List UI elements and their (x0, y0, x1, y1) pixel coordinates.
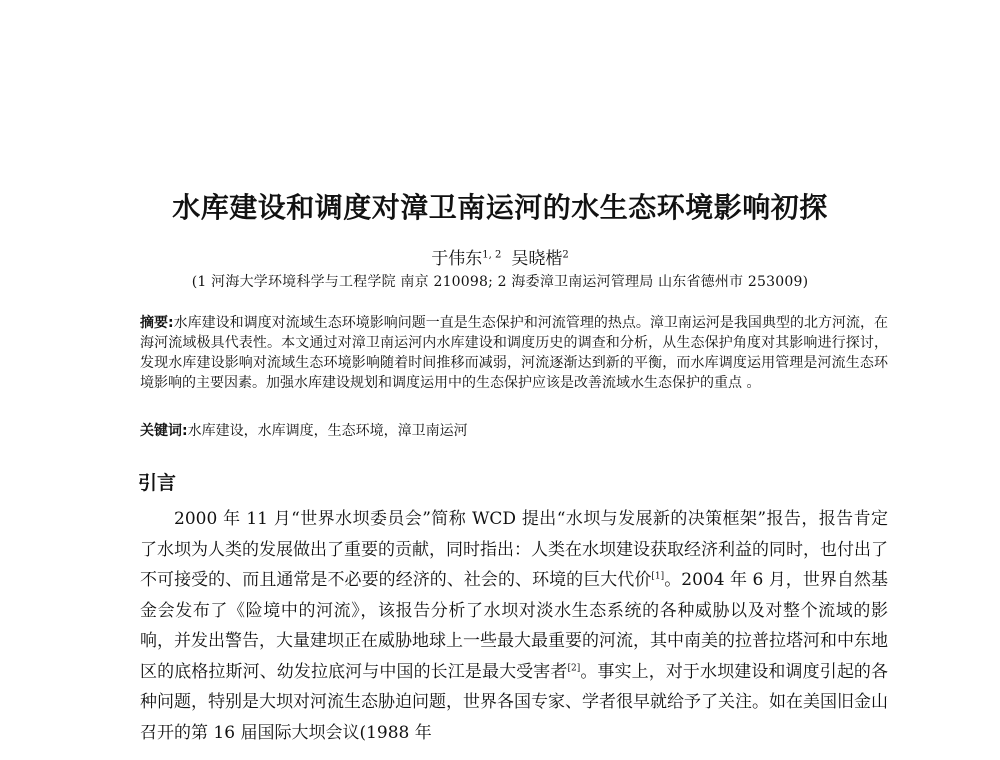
body-text-segment: 2000 年 11 月“世界水坝委员会”简称 WCD 提出“水坝与发展新的决策框架”报告，报告肯定了水坝为人类的发展做出了重要的贡献，同时指出：人类在水坝建设获取经济利益的同时，也付出了不可接受的、而且通常是不必要的经济的、社会的、环境的巨大代价 (140, 509, 888, 590)
author-name: 于伟东 (431, 249, 483, 269)
keywords (140, 421, 888, 441)
keywords-text: 水库建设，水库调度，生态环境，漳卫南运河 (187, 423, 468, 439)
abstract (140, 313, 888, 393)
paper-title: 水库建设和调度对漳卫南运河的水生态环境影响初探 (172, 191, 828, 224)
keywords-label: 关键词: (140, 423, 188, 439)
body-text-segment: 。事实上，对于水坝建设和调度引起的各种问题，特别是大坝对河流生态胁迫问题，世界各国专家、学者很早就给予了关注。如在美国旧金山召开的第 16 届国际大坝会议(1988 年 (140, 661, 889, 743)
section-heading-introduction: 引言 (138, 472, 177, 494)
citation-ref: [1] (651, 571, 665, 582)
author-affiliation-mark: 2 (562, 249, 569, 261)
abstract-text: 水库建设和调度对流域生态环境影响问题一直是生态保护和河流管理的热点。漳卫南运河是我国典型的北方河流，在海河流域极具代表性。本文通过对漳卫南运河内水库建设和调度历史的调查和分析，从生态保护角度对其影响进行探讨，发现水库建设影响对流域生态环境影响随着时间推移而减弱，河流逐渐达到新的平衡，而水库调度运用管理是河流生态环境影响的主要因素。加强水库建设规划和调度运用中的生态保护应该是改善流域水生态保护的重点 。 (140, 315, 888, 391)
abstract-label: 摘要: (140, 315, 174, 331)
author-name: 吴晓楷 (511, 249, 563, 269)
affiliation-line: (1 河海大学环境科学与工程学院 南京 210098; 2 海委漳卫南运河管理局 山东省德州市 253009) (191, 274, 809, 290)
author-line (0, 244, 1000, 269)
citation-ref: [2] (567, 662, 581, 673)
introduction-paragraph (140, 504, 888, 748)
body-text-segment: 。2004 年 6 月，世界自然基金会发布了《险境中的河流》，该报告分析了水坝对淡水生态系统的各种威胁以及对整个流域的影响，并发出警告，大量建坝正在威胁地球上一些最大最重要的河流，其中南美的拉普拉塔河和中东地区的底格拉斯河、幼发拉底河与中国的长江是最大受害者 (140, 570, 889, 682)
author-affiliation-mark: 1, 2 (482, 249, 502, 261)
